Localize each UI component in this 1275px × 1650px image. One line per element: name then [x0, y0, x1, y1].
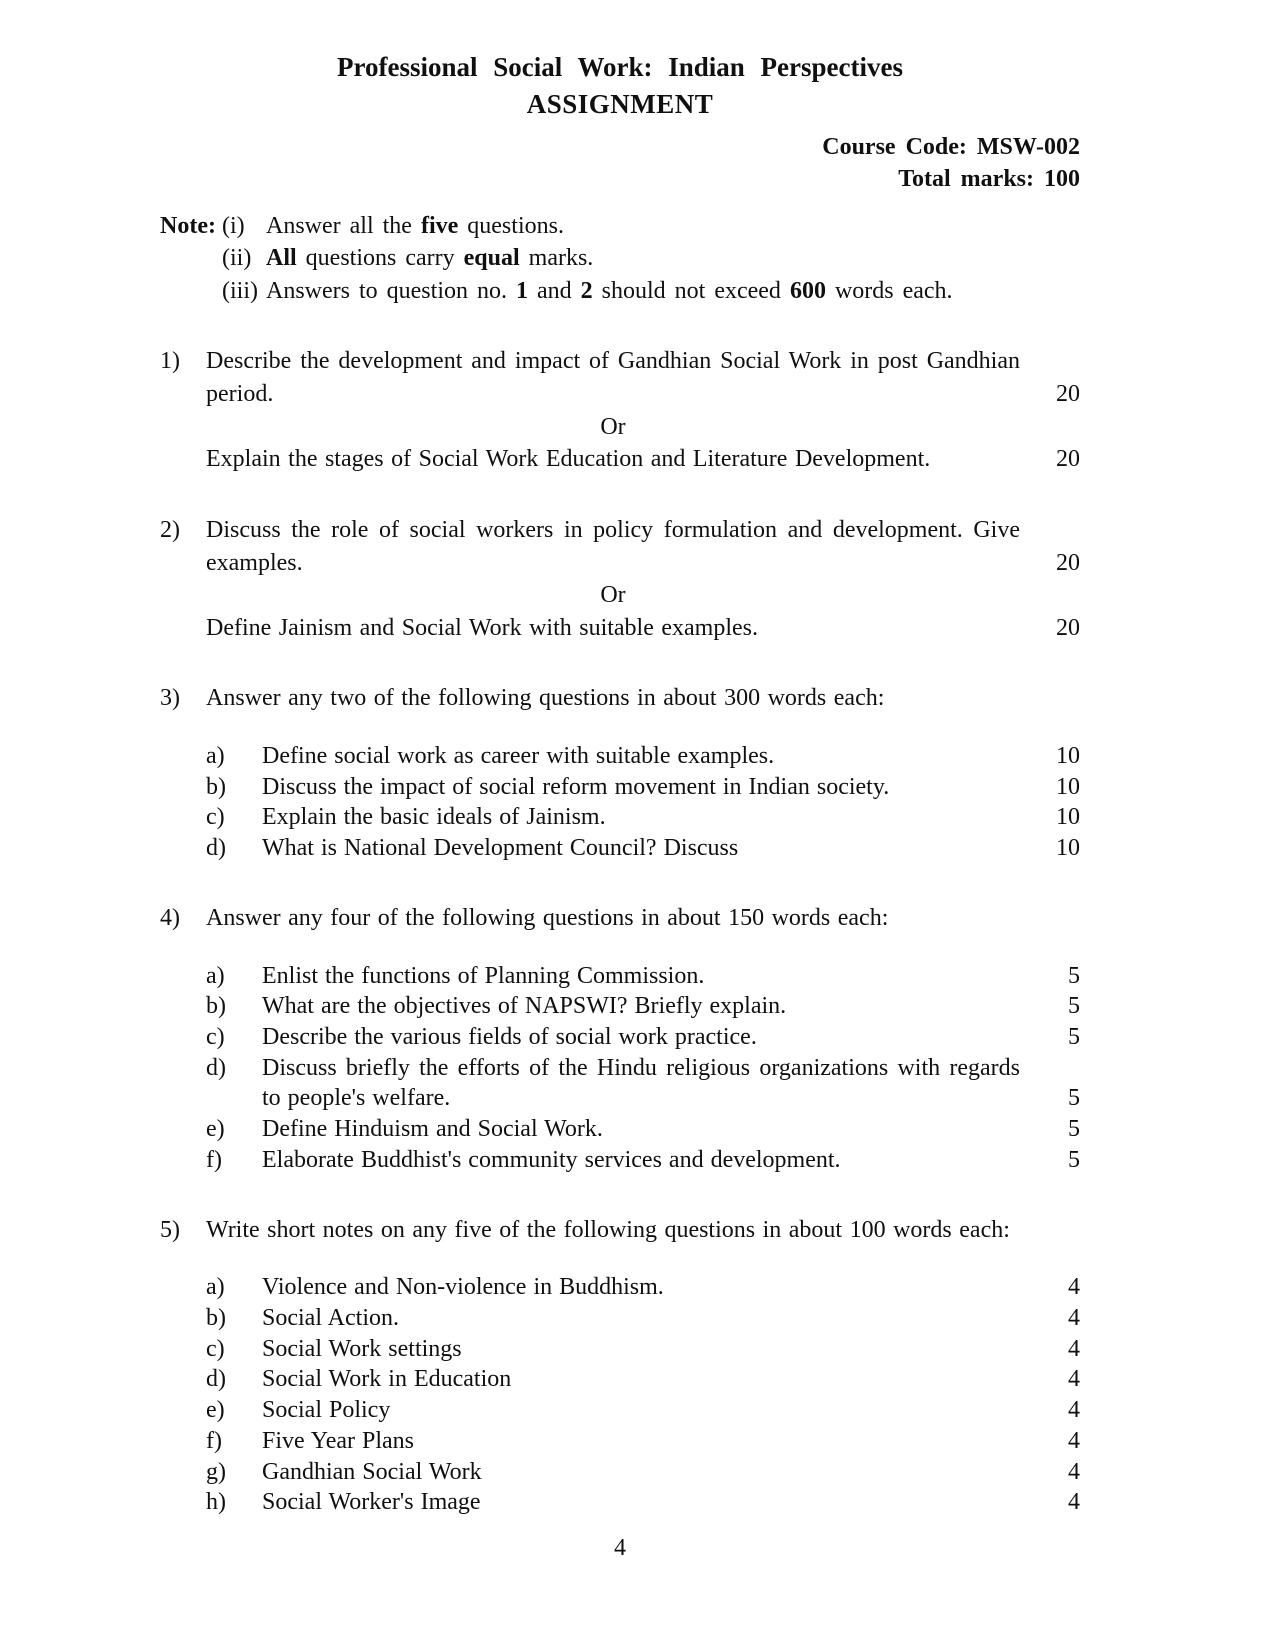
- note-item-number: (i): [222, 212, 245, 239]
- question-marks: 20: [1056, 381, 1080, 408]
- document-subtitle: ASSIGNMENT: [526, 89, 714, 120]
- question-alt-text: Define Jainism and Social Work with suitable examples.: [206, 614, 759, 641]
- sub-question-text: What are the objectives of NAPSWI? Briefly explain.: [262, 993, 787, 1020]
- sub-question-marks: 5: [1068, 962, 1080, 989]
- sub-question-letter: d): [206, 835, 226, 862]
- or-separator: Or: [600, 582, 626, 609]
- question-alt-marks: 20: [1056, 614, 1080, 641]
- sub-question-marks: 5: [1068, 1085, 1080, 1112]
- sub-question-row: [160, 802, 1080, 833]
- sub-question-text: Explain the basic ideals of Jainism.: [262, 804, 606, 831]
- sub-question-marks: 10: [1056, 773, 1080, 800]
- question-alt-row: [160, 443, 1080, 476]
- total-marks: Total marks: 100: [898, 165, 1080, 192]
- sub-question-text: Social Policy: [262, 1397, 391, 1424]
- question-row: [160, 514, 1080, 579]
- sub-question-letter: a): [206, 1274, 225, 1301]
- note-item-text: Answer all the five questions.: [266, 212, 564, 239]
- sub-question-marks: 10: [1056, 743, 1080, 770]
- sub-question-marks: 4: [1068, 1427, 1080, 1454]
- note-item-text: All questions carry equal marks.: [266, 245, 594, 272]
- document-header: [160, 50, 1080, 196]
- sub-question-letter: g): [206, 1458, 226, 1485]
- sub-question-row: [160, 1364, 1080, 1395]
- question-number: 3): [160, 685, 180, 712]
- sub-question-marks: 4: [1068, 1304, 1080, 1331]
- sub-question-letter: d): [206, 1366, 226, 1393]
- question-row: [160, 682, 1080, 715]
- sub-question-marks: 4: [1068, 1458, 1080, 1485]
- sub-question-row: [160, 1426, 1080, 1457]
- sub-question-row: [160, 1395, 1080, 1426]
- sub-question-marks: 5: [1068, 1023, 1080, 1050]
- sub-question-marks: 5: [1068, 993, 1080, 1020]
- sub-question-text: Define Hinduism and Social Work.: [262, 1116, 603, 1143]
- question-1: [160, 345, 1080, 476]
- page-number: 4: [614, 1535, 626, 1561]
- note-item: [160, 242, 1080, 275]
- sub-question-letter: a): [206, 962, 225, 989]
- sub-question-marks: 4: [1068, 1366, 1080, 1393]
- sub-question-row: [160, 1272, 1080, 1303]
- sub-question-row: [160, 961, 1080, 992]
- question-alt-text: Explain the stages of Social Work Education and Literature Development.: [206, 446, 931, 473]
- sub-question-row: [160, 1145, 1080, 1176]
- note-label: Note:: [160, 212, 216, 239]
- question-text: Discuss the role of social workers in policy formulation and development. Give examples.: [206, 516, 1020, 576]
- sub-question-row: [160, 1487, 1080, 1518]
- question-number: 4): [160, 904, 180, 931]
- question-text: Write short notes on any five of the following questions in about 100 words each:: [206, 1216, 1010, 1243]
- sub-question-text: Describe the various fields of social work practice.: [262, 1023, 757, 1050]
- sub-question-list: [160, 741, 1080, 864]
- sub-question-marks: 5: [1068, 1116, 1080, 1143]
- sub-question-text: Discuss the impact of social reform movement in Indian society.: [262, 773, 890, 800]
- sub-question-letter: f): [206, 1146, 222, 1173]
- or-row: [160, 411, 1080, 444]
- sub-question-text: Social Work settings: [262, 1335, 462, 1362]
- question-text: Answer any two of the following questions in about 300 words each:: [206, 685, 885, 712]
- sub-question-row: [160, 833, 1080, 864]
- sub-question-marks: 4: [1068, 1335, 1080, 1362]
- question-row: [160, 1214, 1080, 1247]
- sub-question-row: [160, 1334, 1080, 1365]
- sub-question-letter: e): [206, 1397, 225, 1424]
- course-code: Course Code: MSW-002: [822, 134, 1080, 161]
- sub-question-row: [160, 1053, 1080, 1114]
- sub-question-text: Social Work in Education: [262, 1366, 512, 1393]
- sub-question-row: [160, 991, 1080, 1022]
- sub-question-text: Five Year Plans: [262, 1427, 415, 1454]
- sub-question-row: [160, 772, 1080, 803]
- question-alt-row: [160, 612, 1080, 645]
- sub-question-text: Discuss briefly the efforts of the Hindu religious organizations with regards to people's welfare.: [262, 1054, 1020, 1112]
- sub-question-letter: a): [206, 743, 225, 770]
- sub-question-letter: b): [206, 1304, 226, 1331]
- sub-question-marks: 4: [1068, 1489, 1080, 1516]
- sub-question-letter: e): [206, 1116, 225, 1143]
- question-number: 1): [160, 348, 180, 375]
- sub-question-text: Enlist the functions of Planning Commission.: [262, 962, 705, 989]
- sub-question-letter: d): [206, 1054, 226, 1081]
- sub-question-text: Violence and Non-violence in Buddhism.: [262, 1274, 664, 1301]
- or-row: [160, 579, 1080, 612]
- question-marks: 20: [1056, 549, 1080, 576]
- question-row: [160, 345, 1080, 410]
- note-item-number: (iii): [222, 277, 258, 304]
- sub-question-row: [160, 1114, 1080, 1145]
- question-alt-marks: 20: [1056, 446, 1080, 473]
- sub-question-letter: c): [206, 1023, 225, 1050]
- question-5: [160, 1214, 1080, 1518]
- sub-question-row: [160, 1022, 1080, 1053]
- sub-question-letter: h): [206, 1489, 226, 1516]
- sub-question-marks: 4: [1068, 1397, 1080, 1424]
- sub-question-row: [160, 1457, 1080, 1488]
- sub-question-text: Define social work as career with suitable examples.: [262, 743, 775, 770]
- note-section: [160, 210, 1080, 308]
- question-row: [160, 902, 1080, 935]
- question-text: Describe the development and impact of Gandhian Social Work in post Gandhian period.: [206, 348, 1020, 408]
- question-3: [160, 682, 1080, 864]
- sub-question-row: [160, 1303, 1080, 1334]
- sub-question-letter: b): [206, 993, 226, 1020]
- sub-question-letter: b): [206, 773, 226, 800]
- sub-question-text: Gandhian Social Work: [262, 1458, 482, 1485]
- sub-question-marks: 10: [1056, 804, 1080, 831]
- sub-question-list: [160, 1272, 1080, 1518]
- note-item: [160, 210, 1080, 243]
- note-item: [160, 275, 1080, 308]
- sub-question-letter: f): [206, 1427, 222, 1454]
- sub-question-letter: c): [206, 804, 225, 831]
- note-item-number: (ii): [222, 245, 252, 272]
- question-4: [160, 902, 1080, 1176]
- sub-question-text: What is National Development Council? Discuss: [262, 835, 739, 862]
- sub-question-text: Elaborate Buddhist's community services and development.: [262, 1146, 841, 1173]
- note-item-text: Answers to question no. 1 and 2 should not exceed 600 words each.: [266, 277, 953, 304]
- sub-question-marks: 10: [1056, 835, 1080, 862]
- sub-question-marks: 5: [1068, 1146, 1080, 1173]
- sub-question-marks: 4: [1068, 1274, 1080, 1301]
- header-meta: [160, 132, 1080, 195]
- sub-question-row: [160, 741, 1080, 772]
- document-title: Professional Social Work: Indian Perspectives: [336, 52, 903, 82]
- sub-question-letter: c): [206, 1335, 225, 1362]
- sub-question-list: [160, 961, 1080, 1176]
- question-text: Answer any four of the following questions in about 150 words each:: [206, 904, 889, 931]
- sub-question-text: Social Worker's Image: [262, 1489, 481, 1516]
- or-separator: Or: [600, 413, 626, 440]
- sub-question-text: Social Action.: [262, 1304, 399, 1331]
- question-number: 2): [160, 516, 180, 543]
- question-number: 5): [160, 1216, 180, 1243]
- question-2: [160, 514, 1080, 645]
